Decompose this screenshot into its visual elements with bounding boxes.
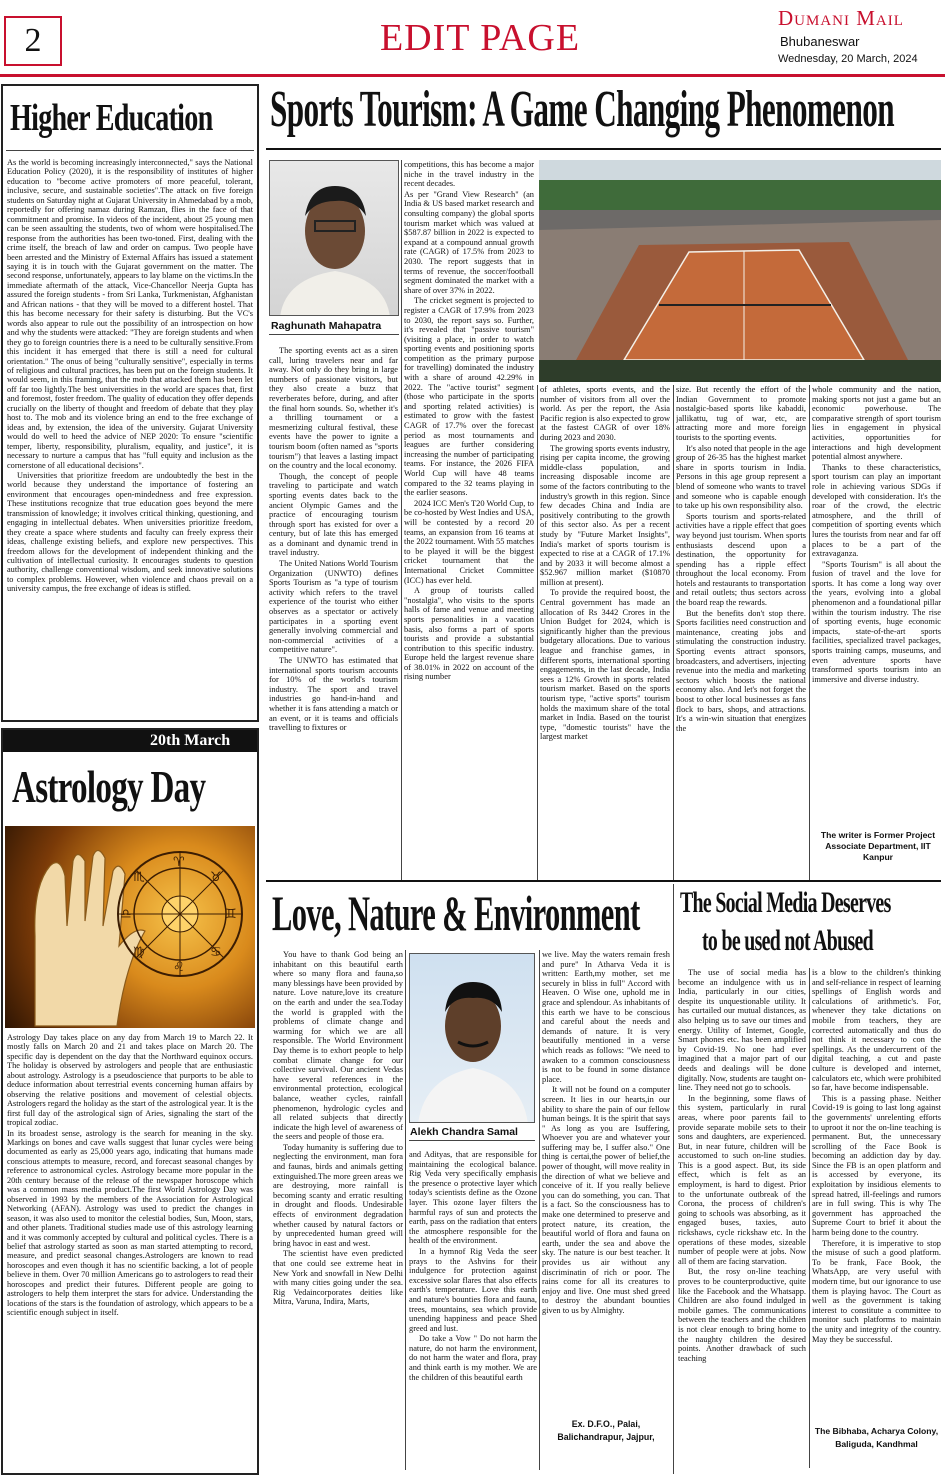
paragraph: The United Nations World Tourism Organization (UNWTO) defines Sports Tourism as "a type of tourism activity which refers to the travel experience of the tourist who either observes as a spectator or actively participates in a sporting event generally involving commercial and non-commercial activities of a competitive nature". [269, 559, 398, 655]
paragraph: Though, the concept of people traveling to participate and watch sporting events dates back to the ancient Olympic Games and the practice of encouraging tourism through sport has existed for over a century, but of late this has emerged as a dominant and dynamic trend in travel industry. [269, 471, 398, 558]
paragraph: Do take a Vow " Do not harm the nature, do not harm the environment, do not harm the water and flora, pray and think earth is my mother. We are the children of this beautiful earth [409, 1334, 537, 1382]
paragraph: As the world is becoming increasingly interconnected," says the National Education Policy (2020), it is the responsibility of institutes of higher education to "become active promoters of more peaceful, tolerant, inclusive, secure, and sustainable societies".The attack on five foreign students on Saturday night at Gujarat University in Ahmedabad by a mob, reportedly for offering namaz during Ramzan, flies in the face of that commitment and promise. In videos of the incident, about 25 young men can be seen assaulting the students, two of whom were hospitalised.The response from the authorities has been two-toned. First, dealing with the crime itself, the breach of law and order on campus. Two people have been arrested and the Ministry of External Affairs has issued a statement saying it is in touch with the Gujarat government on the matter. The second response, unfortunately, appears to lay blame on the victims.In the immediate aftermath of the attack, Vice-Chancellor Neerja Gupta has assured the foreign students - from Sri Lanka, Turkmenistan, Afghanistan and African nations - that they will be moved to a different hostel. That this has become necessary for their safety is disturbing. But the VC's words also appear to rule out the possibility of an introspection on how and why the students were attacked: "They are foreign students and when they go to foreign countries there is a need to be culturally sensitive.From this incident it has emerged that there is still a need for cultural orientation." The onus of being "culturally sensitive", especially in terms of religious and cultural practices, has been put on the foreign students. It would seem, in this framing, that the mob that attacked them has been let off far too lightly.The best universities in the world are spaces that, first and foremost, foster freedom. The quality of education they offer depends crucially on the liberty of thought and freedom of debate that they play host to. The mob and its violence bring an end to the free exchange of ideas and, by extension, the idea of the university. Gujarat University would do well to heed the advice of NEP 2020: To ensure "scientific temper, liberty, responsibility, pluralism, equality, and justice", it is necessary to nurture a campus that has "full equity and inclusion as the cornerstone of all educational decisions". [7, 158, 253, 470]
love-nature-col-1 [273, 950, 403, 1468]
paragraph: In the beginning, some flaws of this system, particularly in rural areas, where poor parents fail to provide separate mobile sets to their sons and daughters, are experienced. But, in near future, children will be accustomed to such on-line studies. This is a good aspect. But, its side effect, which is felt as an employment, is hard to digest. Prior to the unfortunate outbreak of the Corona, the process of children's going to schools was absorbing, as it engaged buses, taxies, auto rickshaws, cycle rickshaw etc. In the operations of these modes, sizeable number of people were at jobs. Now all of them are facing starvation. [678, 1093, 806, 1266]
paragraph: Sports tourism and sports-related activities have a ripple effect that goes way beyond just tourism. When sports enthusiasts descend upon a destination, the opportunity for spending has a ripple effect throughout the local economy. From hotels and restaurants to transportation and retail outlets; thus sectors across the board reap the rewards. [676, 511, 806, 608]
author-photo-alekh [409, 953, 535, 1123]
paragraph: In a hymnof Rig Veda the seer prays to the Ashvins for their indulgence for protection against excessive solar flares that also effects earth's temperature. Love this earth and nature's bounties flora and fauna, trees, mountains, sea which provide unending happiness and peace Shed greed and lust. [409, 1246, 537, 1333]
love-nature-col-3 [542, 950, 670, 1415]
column-rule [401, 160, 402, 880]
caption-rule [269, 334, 399, 335]
love-nature-title: Love, Nature & Environment [272, 885, 640, 941]
paragraph: Therefore, it is imperative to stop the misuse of such a good platform. To be frank, Face Book, the WhatsApp, are very useful with modern time, but our ignorance to use them is playing havoc. The Court as well as the government is taking interest to constitute a committee to monitor such platforms to maintain the unity and integrity of the country. May they be successful. [812, 1238, 941, 1344]
portrait-icon [270, 161, 399, 316]
column-rule [673, 884, 674, 1474]
column-rule [809, 385, 810, 880]
paragraph: of athletes, sports events, and the number of visitors from all over the world. As per the report, the Asia Pacific region is also expected to grow at the fastest CAGR of over 18% during 2023 and 2030. [540, 385, 670, 442]
page-number-box [4, 16, 62, 66]
zodiac-hand-image [5, 826, 255, 1028]
svg-text:♌: ♌ [173, 960, 185, 975]
section-divider [266, 880, 941, 882]
paragraph: whole community and the nation, making sports not just a game but an economic powerhouse. The comparative strength of sport tourism lies in engagement in physical activities, opportunities for interactions and high development potential almost anywhere. [812, 385, 941, 462]
author-photo-raghunath [269, 160, 399, 316]
svg-text:♈: ♈ [173, 855, 185, 870]
social-media-col-1 [678, 968, 806, 1468]
paragraph: Thanks to these characteristics, sport tourism can play an important role in achieving various SDGs if developed with consideration. It's the roar of the crowd, the electric atmosphere, and the thrill of competition of sporting events which lures the tourists from near and far off places to be a part of the extravaganza. [812, 462, 941, 559]
social-media-title-line-1: The Social Media Deserves [680, 886, 891, 919]
paragraph: "Sports Tourism" is all about the fusion of travel and the love for sports. It has come a long way over the years, evolving into a global phenomenon and a foundational pillar within the tourism industry. The rise of sporting events, huge economic impacts, state-of-the-art sports facilities, specialized travel packages, sports training camps, museums, and even adventure sports have transformed sports tourism into an immersive and diverse industry. [812, 559, 941, 684]
page-number: 2 [24, 22, 42, 59]
paragraph: The UNWTO has estimated that international sports tourism accounts for 10% of the world's tourism industry. The sport and travel industries go hand-in-hand and whether it is fans attending a match or an event, or it is teams and officials travelling to fixtures or [269, 656, 398, 733]
zodiac-illustration [5, 826, 255, 1028]
sports-title-rule [266, 148, 941, 150]
astrology-date-label: 20th March [150, 732, 231, 749]
higher-education-title: Higher Education [10, 97, 213, 139]
title-rule [6, 150, 254, 151]
paragraph: Today humanity is suffering due to neglecting the environment, man fora and faunas, birds and animals getting extinguished.The more green areas we are destroying, more rainfall is becoming scanty and erratic resulting in drought and floods. Undesirable effects of environment degradation whether caused by natural factors or by unprecedented human greed will bring havoc in east and west. [273, 1142, 403, 1248]
svg-text:♏: ♏ [133, 870, 145, 885]
svg-text:♋: ♋ [210, 945, 222, 960]
svg-text:♍: ♍ [133, 945, 145, 960]
paper-name: Dumani Mail [778, 6, 904, 30]
paragraph: To provide the required boost, the Central government has made an allocation of Rs 3442 Crores in the Union Budget for 2024, which is significantly higher than the previous budgetary allocations. Due to various league and franchise games, in different sports, international sporting engagements, in the last decade, India sees a 12% Growth in sports related tourism market. Based on the sports tourism type, "active sports" tourism holds the maximum share of the total market in India. Based on the tourist type, "domestic tourists" have the largest market [540, 588, 670, 742]
love-nature-col-2 [409, 1150, 537, 1468]
paragraph: The growing sports events industry, rising per capita income, the growing middle-class population, and increasing disposable income are some of the factors contributing to the industry's growth in this region. Since few decades China and India are positively contributing to the growth of this sector also. As per a recent study by "Future Market Insights", India's market of sports tourism is expected to rise at a CAGR of 17.1% and by 2033 it will become almost a $52.967 million market ($10870 million at present). [540, 443, 670, 587]
paragraph: 2024 ICC Men's T20 World Cup, to be co-hosted by West Indies and USA, will be contested by a record 20 teams, an expansion from 16 teams at the 2022 tournament. With 55 matches to be played it will be the biggest cricket tournament that the International Cricket Committee (ICC) has ever held. [404, 498, 534, 585]
author-caption-alekh: Alekh Chandra Samal [410, 1126, 518, 1138]
section-title: EDIT PAGE [379, 17, 581, 59]
column-rule [539, 950, 540, 1470]
paragraph: As per "Grand View Research" (an India & US based market research and consulting company) the global sports tourism market which was valued at $587.87 billion in 2022 is expected to expand at a compound annual growth rate (CAGR) of 17.5% from 2023 to 2030. The report suggests that in terms of revenue, the soccer/football segment dominated the market with a share of over 37% in 2022. [404, 189, 534, 295]
paragraph: we live. May the waters remain fresh and pure" In Atharva Veda it is written: Earth,my mother, set me securely in bliss in full" Accord with Heaven. O Wise one, uphold me in grace and splendour. As inhabitants of this earth we have to be conscious and careful about the needs and demands of nature. It is very beautifully mentioned in a verse which reads as follows: "We need to awaken to a common consciousness is not to be found in some distance place. [542, 950, 670, 1084]
paragraph: A group of tourists called "nostalgia", who visits to the sports halls of fame and venue and meeting sports personalities in a vacation basis, also forms a part of sports tourists and provide a substantial contribution to this specific industry. Europe held the largest revenue share of 38.01% in 2022 on account of the rising number [404, 586, 534, 682]
paragraph: Universities that prioritize freedom are undoubtedly the best in the world because they understand the importance of fostering an environment that encourages open-mindedness and free expression. These institutions recognize that true education goes beyond the mere transmission of knowledge; it involves critical thinking, questioning, and engaging in intellectual debates. When universities prioritize freedom, they create a space where students and faculty can freely express their ideas, challenge existing beliefs, and explore new perspectives. This freedom allows for the development of independent thinking and the cultivation of intellectual curiosity. It encourages students to question authority, challenge conventional wisdom, and seek innovative solutions to complex problems. However, when violence and chaos prevail on a university campus, the free exchange of ideas is stifled. [7, 470, 253, 594]
paragraph: Astrology Day takes place on any day from March 19 to March 22. It mostly falls on March 20 and 21 and takes place on March 20. The specific day is dependent on the day that the Northward equinox occurs. The holiday is observed by astrologers and people that are enthusiastic about astrology. Astrology is a pseudoscience that purports to be able to deduce information about terrestrial events concerning human affairs by observing the relative positions and movement of celestial objects. Astrologers regard the holiday as the start of the astrological year. It is the first full day of the astrological sign of Aries, signaling the start of the tropical zodiac. [7, 1033, 253, 1128]
social-media-title-line-2: to be used not Abused [702, 924, 873, 957]
svg-text:♉: ♉ [210, 870, 222, 885]
issue-date: Wednesday, 20 March, 2024 [778, 53, 918, 65]
sports-col-2 [404, 160, 534, 880]
paragraph: The sporting events act as a siren call, luring travelers near and far away. Not only do they bring in large numbers of passionate visitors, but they also create a buzz that reverberates before, during, and after the final horn sounds. So, whether it's a thrilling tournament or a mesmerizing cultural festival, these events have the power to ignite a tourism boom (often named as "sports tourism") that leaves a lasting impact on the country and the local economy. [269, 346, 398, 471]
love-nature-byline: Ex. D.F.O., Palai, Balichandrapur, Jajpur, [557, 1419, 655, 1442]
svg-text:♎: ♎ [120, 907, 132, 922]
portrait-icon [410, 954, 535, 1123]
column-rule [809, 968, 810, 1468]
sports-writer-note: The writer is Former Project Associate Department, IIT Kanpur [820, 830, 936, 862]
paragraph: The cricket segment is projected to register a CAGR of 17.9% from 2023 to 2030, the report says so. Further, it's revealed that "passive tourism" (visiting a place, in order to watch sporting events and positioning sports competition as the primary purpose for travelling) dominated the industry with a share of around 42.29% in 2022. The "active tourist" segment (those who participate in the sports and sporting related activities) is estimated to grow with the fastest CAGR of 17.7% over the forecast period as most tournaments and leagues are further considering increasing the number of participating teams. For instance, the 2026 FIFA World Cup will have 48 teams compared to the 32 teams playing in the earlier seasons. [404, 296, 534, 498]
paragraph: This is a passing phase. Neither Covid-19 is going to last long against the governments' unrelenting efforts to uproot it nor the on-line teaching is permanent. But, the unnecessary scrolling of the Face Book is becoming an addiction day by day. Since the FB is an open platform and is accessed by everyone, its exploitation by insidious elements to spread hatred, ill-feelings and rumors are in full swing. This is why The government has approached the Supreme Court to brief it about the harm being done to the country. [812, 1093, 941, 1238]
sports-col-5 [812, 385, 941, 815]
paragraph: But the benefits don't stop there. Sports facilities need construction and maintenance, creating jobs and stimulating the construction industry. Sporting events attract sponsors, broadcasters, and advertisers, injecting revenue into the media and marketing sectors which boosts the national economy also. And let's not forget the boost to other local businesses as fans flock to bars, shops, and attractions. It's a win-win situation that energizes the [676, 608, 806, 733]
city: Bhubaneswar [780, 34, 860, 49]
paragraph: and Adityas, that are responsible for maintaining the ecological balance. Rig Veda very specifically emphasis the presence o protective layer which today's scientists define as the Ozone layer. This ozone layer filters the harmful rays of sun and protects the earth, pass on the radiation that enters the atmosphere responsible for the health of the environment. [409, 1150, 537, 1246]
astrology-body [7, 1033, 253, 1469]
astrology-title: Astrology Day [12, 761, 206, 812]
paragraph: But, the rosy on-line teaching proves to be counterproductive, quite like the Facebook and the Whatsapp. Children are also found indulged in mobile games. The communications between the teachers and the children is not clear enough to bring home to the naughty children the desired points. Another drawback of such teaching [678, 1267, 806, 1363]
svg-text:♊: ♊ [225, 907, 237, 922]
column-rule [405, 950, 406, 1470]
paragraph: You have to thank God being an inhabitant on this beautiful earth where so many flora and fauna,so many blessings have been provided by nature. Love nature,love its creature on the earth and under the sea.Today the world is grappled with the problems of climate change and warming for which we are all responsible. The World Environment Day theme is to exhort people to help combat climate change for our collective survival. Our ancient Vedas have several references in the environmental protection, ecological balance, weather cycles, rainfall phenomenon, hydrologic cycles and all related subjects that directly indicate the high level of awareness of the seers and people of those era. [273, 950, 403, 1142]
tennis-stadium-image [539, 160, 941, 382]
stadium-illustration [539, 160, 941, 382]
masthead-rule [0, 74, 945, 77]
paragraph: The scientist have even predicted that one could see extreme heat in New York and snowfall in New Delhi with many cities going under the sea. Rig Vedaincorporates deities like Mitra, Varuna, Indira, Marts, [273, 1249, 403, 1307]
social-media-byline-1: The Bibhaba, Acharya Colony, [814, 1426, 939, 1436]
column-rule [673, 385, 674, 880]
paragraph: In its broadest sense, astrology is the search for meaning in the sky. Markings on bones and cave walls suggest that lunar cycles were being documented as early as 25,000 years ago, indicating that humans made conscious attempts to measure, record, and forecast seasonal changes by reference to astronomical cycles. Astrology became more popular in the 20th century because of the release of the newspaper horoscope which was a common mass media product.The first World Astrology Day was observed in 1993 by the members of the Association for Astrological Networking (AFAN). Astrology was used to predict the changes in season, it was also used to monitor the celestial bodies, Sun, Moon, stars, and other planets. Traditional studies made use of this astrology learning and it was commonly accepted by cultural and political cycles. There is a belief that astrology started as soon as man started attempting to record, measure, and predict seasonal changes.Astrologers are known to read horoscopes and even though it has no scientific backing, a lot of people believe in them. Over 70 million Americans go to astrologers to read their horoscopes and predict their futures. Different people are going to astrologers to help them interpret the stars for advice. Understanding the locations of the stars is the foundation of astrology, which appears to be a scientific enough subject in itself. [7, 1128, 253, 1318]
paragraph: size. But recently the effort of the Indian Government to promote nostalgic-based sports like kabaddi, jallikattu, tug of war, etc, are attracting more and more foreign tourists to the sporting events. [676, 385, 806, 442]
social-media-col-2 [812, 968, 941, 1393]
sports-title: Sports Tourism: A Game Changing Phenomenon [270, 81, 895, 138]
caption-rule [409, 1140, 535, 1141]
paragraph: It will not be found on a computer screen. It lies in our hearts,in our ability to share the pain of our fellow human beings. It is the spirit that says " As long as you are Isuffering, Whoever you are and whatever your suffering may be, I suffer also." One thing is certai,the power of belief,the power of thought, will move reality in the direction of what we believe and conceive of it. If you really believe you can do something, you can. That is a fact. So the consciousness has to make one determined to preserve and protect nature, its creation, the beautiful world of flora and fauna on earth, under the sea and above the sky. The nature is our best teacher. It provides us air without any discriminatin of rich or poor. The rains come for all its creatures to enjoy and live. One must shed greed to destroy the abundant bounties given to us by Almighty. [542, 1085, 670, 1315]
author-caption-raghunath: Raghunath Mahapatra [271, 320, 382, 332]
paragraph: It's also noted that people in the age group of 26-35 has the highest market share in sports tourism in India. Persons in this age group represent a blend of someone who wants to travel and someone who is capable enough to take up his own responsibility also. [676, 443, 806, 511]
column-rule [537, 385, 538, 880]
higher-education-body [7, 158, 253, 718]
paragraph: competitions, this has become a major niche in the travel industry in the recent decades. [404, 160, 534, 189]
paragraph: is a blow to the children's thinking and self-reliance in respect of learning spellings of English words and calculations of arithmetic's. For, whenever they take dictations on mobile from teachers, they are corrected automatically and thus do not think it necessary to con the spellings. As the undercurrent of the digital teaching, a cut and paste culture is developed and internet, calculators etc, which were prohibited so far, have become indispensable. [812, 968, 941, 1093]
social-media-byline-2: Baliguda, Kandhmal [835, 1439, 918, 1449]
sports-col-4 [676, 385, 806, 880]
sports-col-1 [269, 346, 398, 878]
paragraph: The use of social media has become an indulgence with us in India, particularly in our cities, despite its unquestionable utility. It has curtailed our mutual distances, as also helping us to save our times and energy. Utility of Internet, Google, Smart phones etc. has been amplified by Covid-19. No one had ever imagined that a major part of our deeds and dealings will be done digitally. Now, students are taught on-line. They need not go to schools. [678, 968, 806, 1093]
sports-col-3 [540, 385, 670, 880]
